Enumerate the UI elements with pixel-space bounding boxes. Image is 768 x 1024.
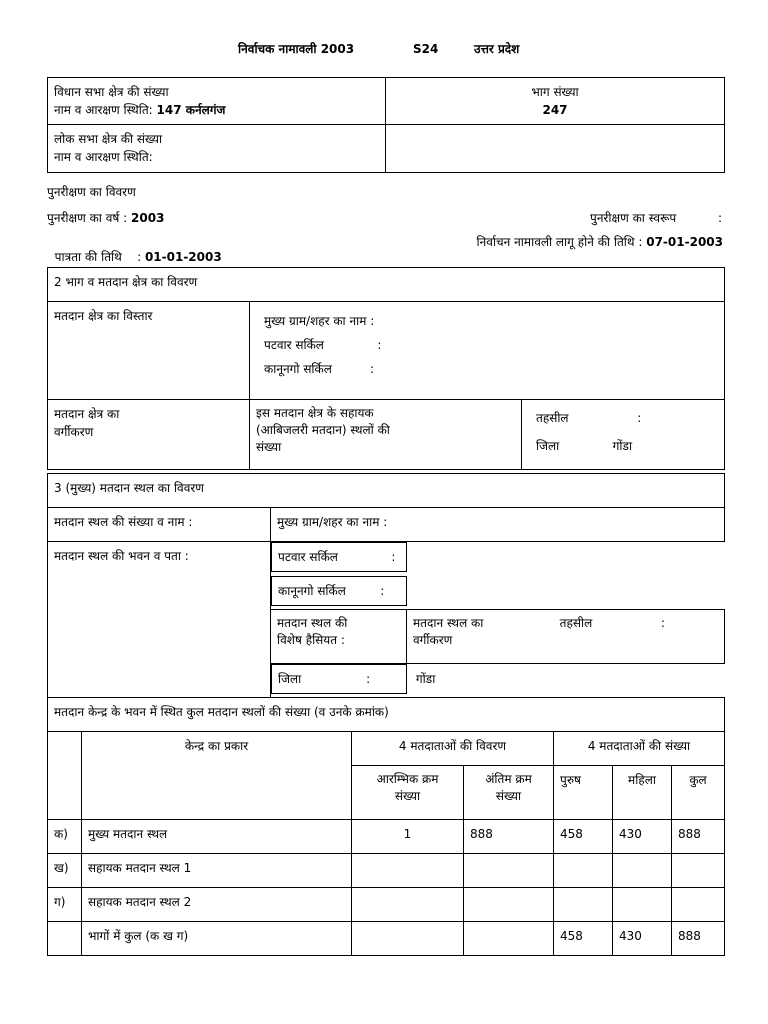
station-kanungo-label: कानूनगो सर्किल : xyxy=(271,576,407,606)
female-header: महिला xyxy=(613,766,672,820)
row-start xyxy=(352,922,464,956)
lok-sabha-cell xyxy=(48,125,386,173)
constituency-box xyxy=(47,77,725,173)
end-header xyxy=(464,766,554,820)
eligibility-label: पात्रता की तिथि : xyxy=(54,250,145,264)
vidhan-sabha-cell xyxy=(48,78,386,125)
row-index: क) xyxy=(48,820,82,854)
row-male xyxy=(554,854,613,888)
row-start xyxy=(352,888,464,922)
row-type: भागों में कुल (क ख ग) xyxy=(82,922,352,956)
row-total xyxy=(672,854,725,888)
total-stations-label: मतदान केन्द्र के भवन में स्थित कुल मतदान स्थलों की संख्या (व उनके क्रमांक) xyxy=(48,698,725,732)
voters-table xyxy=(47,731,725,956)
end-header-1: अंतिम क्रम xyxy=(485,772,532,786)
revision-type-colon: : xyxy=(718,211,723,225)
index-header xyxy=(48,732,82,820)
row-type: मुख्य मतदान स्थल xyxy=(82,820,352,854)
revision-year xyxy=(47,211,164,226)
area-class-cell xyxy=(48,400,250,470)
patwar-label: पटवार सर्किल : xyxy=(264,338,382,352)
eligibility-value: 01-01-2003 xyxy=(144,250,222,264)
area-extent-cell xyxy=(250,302,725,400)
male-header: पुरुष xyxy=(554,766,613,820)
row-index xyxy=(48,922,82,956)
area-class-label-2: वर्गीकरण xyxy=(54,425,94,439)
row-end xyxy=(464,854,554,888)
count-header: 4 मतदाताओं की संख्या xyxy=(554,732,725,766)
station-district-label: जिला : गोंडा xyxy=(271,664,407,694)
table-row xyxy=(48,854,725,888)
row-start: 1 xyxy=(352,820,464,854)
aux-count-1: इस मतदान क्षेत्र के सहायक xyxy=(256,406,374,420)
row-female xyxy=(613,888,672,922)
section2-table xyxy=(47,267,725,470)
start-header-1: आरम्भिक क्रम xyxy=(376,772,439,786)
start-header xyxy=(352,766,464,820)
row-end xyxy=(464,922,554,956)
effective-value: 07-01-2003 xyxy=(646,235,723,249)
effective-label: निर्वाचन नामावली लागू होने की तिथि : xyxy=(476,235,647,249)
type-header: केन्द्र का प्रकार xyxy=(82,732,352,820)
area-class-label-1: मतदान क्षेत्र का xyxy=(54,407,120,421)
start-header-2: संख्या xyxy=(394,788,421,803)
section3-table xyxy=(47,473,725,732)
detail-header: 4 मतदाताओं की विवरण xyxy=(352,732,554,766)
village-label: मुख्य ग्राम/शहर का नाम : xyxy=(264,314,375,328)
station-village-label: मुख्य ग्राम/शहर का नाम : xyxy=(271,508,725,542)
revision-type-label: पुनरीक्षण का स्वरूप xyxy=(590,211,677,225)
row-type: सहायक मतदान स्थल 2 xyxy=(82,888,352,922)
area-extent-label: मतदान क्षेत्र का विस्तार xyxy=(48,302,250,400)
bhag-label: भाग संख्या xyxy=(531,85,579,99)
row-end: 888 xyxy=(464,820,554,854)
revision-heading: पुनरीक्षण का विवरण xyxy=(47,185,136,199)
station-patwar-label: पटवार सर्किल : xyxy=(271,542,407,572)
aux-count-cell xyxy=(250,400,522,470)
row-total xyxy=(672,888,725,922)
total-header: कुल xyxy=(672,766,725,820)
row-index: ख) xyxy=(48,854,82,888)
aux-count-2: (आबिजलरी मतदान) स्थलों की xyxy=(256,422,390,437)
lok-sabha-value-cell xyxy=(386,125,725,173)
effective-date xyxy=(477,235,724,250)
section2-heading: 2 भाग व मतदान क्षेत्र का विवरण xyxy=(48,268,725,302)
row-male: 458 xyxy=(554,820,613,854)
row-male: 458 xyxy=(554,922,613,956)
row-male xyxy=(554,888,613,922)
special-status-cell xyxy=(271,610,407,664)
row-start xyxy=(352,854,464,888)
table-row xyxy=(48,820,725,854)
state-code: S24 xyxy=(413,42,439,56)
lok-label: लोक सभा क्षेत्र की संख्या xyxy=(54,132,163,146)
building-label: मतदान स्थल की भवन व पता : xyxy=(48,542,271,698)
row-total: 888 xyxy=(672,922,725,956)
section3-heading: 3 (मुख्य) मतदान स्थल का विवरण xyxy=(48,474,725,508)
special-status-2: विशेष हैसियत : xyxy=(277,632,345,647)
end-header-2: संख्या xyxy=(495,788,522,803)
district-label: जिला गोंडा xyxy=(536,438,633,453)
tehsil-label: तहसील : xyxy=(536,411,642,425)
revision-year-label: पुनरीक्षण का वर्ष : xyxy=(47,211,132,225)
station-class-2: वर्गीकरण xyxy=(413,632,453,647)
row-female xyxy=(613,854,672,888)
special-status-1: मतदान स्थल की xyxy=(277,616,348,630)
table-row xyxy=(48,888,725,922)
bhag-value: 247 xyxy=(542,103,568,117)
vidhan-label: विधान सभा क्षेत्र की संख्या xyxy=(54,85,169,99)
station-no-label: मतदान स्थल की संख्या व नाम : xyxy=(48,508,271,542)
row-type: सहायक मतदान स्थल 1 xyxy=(82,854,352,888)
row-female: 430 xyxy=(613,820,672,854)
station-class-cell xyxy=(407,610,725,664)
revision-year-value: 2003 xyxy=(131,211,165,225)
kanungo-label: कानूनगो सर्किल : xyxy=(264,362,375,376)
vidhan-value: 147 कर्नलगंज xyxy=(156,103,226,117)
lok-name-label: नाम व आरक्षण स्थिति: xyxy=(54,150,153,164)
tehsil-district-cell xyxy=(522,400,725,470)
vidhan-name-label: नाम व आरक्षण स्थिति: xyxy=(54,103,157,117)
station-class-1: मतदान स्थल का तहसील : xyxy=(413,616,665,630)
bhag-cell xyxy=(386,78,725,125)
row-index: ग) xyxy=(48,888,82,922)
aux-count-3: संख्या xyxy=(256,439,282,454)
row-end xyxy=(464,888,554,922)
eligibility-date xyxy=(47,235,222,265)
row-total: 888 xyxy=(672,820,725,854)
table-row xyxy=(48,922,725,956)
row-female: 430 xyxy=(613,922,672,956)
state-name: उत्तर प्रदेश xyxy=(474,42,520,56)
document-title: निर्वाचक नामावली 2003 xyxy=(238,42,355,56)
